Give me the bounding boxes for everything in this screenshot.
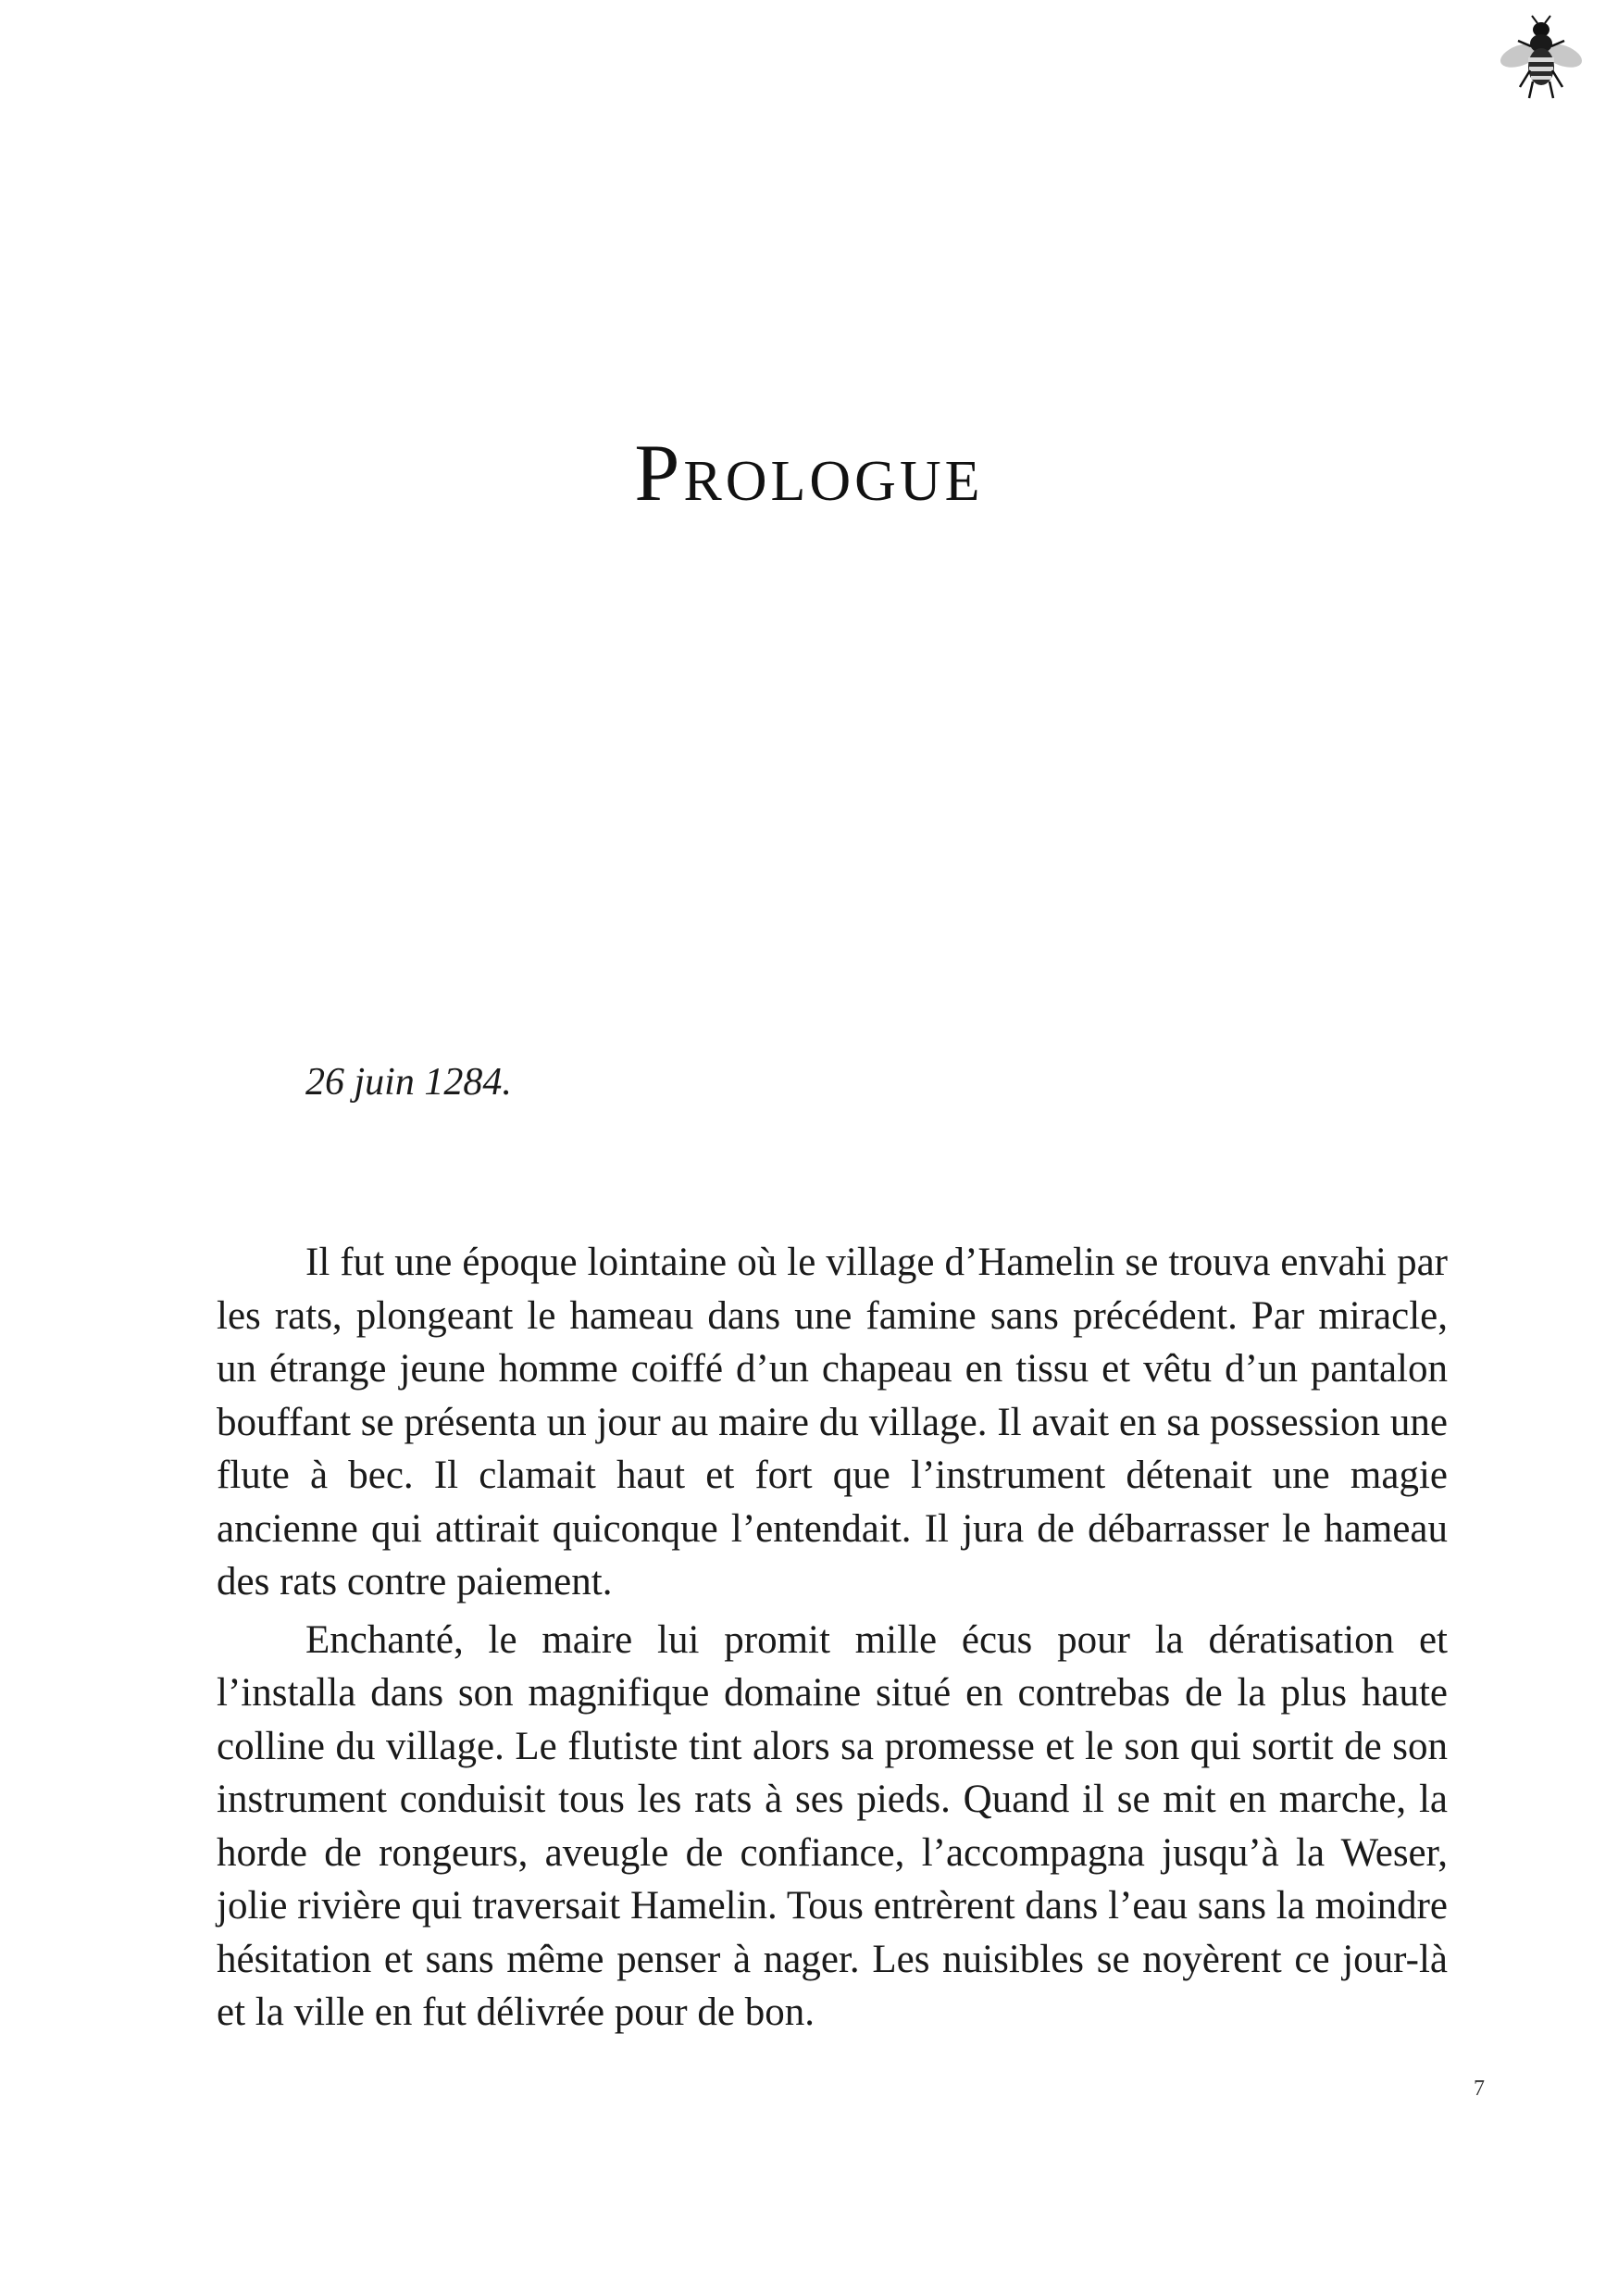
chapter-title: Prologue: [634, 429, 984, 518]
paragraph: Enchanté, le maire lui promit mille écus pour la dératisation et l’installa dans son magnifique domaine situé en contrebas de la plus haute colline du village. Le flutiste tint alors sa promesse et le son qui sortit de son instrument conduisit tous les rats à ses pieds. Quand il se mit en marche, la horde de rongeurs, aveugle de confiance, l’accompagna jusqu’à la Weser, jolie rivière qui traversait Hamelin. Tous entrèrent dans l’eau sans la moindre hésitation et sans même penser à nager. Les nuisibles se noyèrent ce jour-là et la ville en fut délivrée pour de bon.: [217, 1617, 1448, 2034]
bee-icon: [1492, 13, 1590, 111]
page-number: 7: [1474, 2077, 1485, 2101]
body-text: [217, 1236, 1448, 2044]
chapter-date: 26 juin 1284.: [305, 1061, 512, 1104]
paragraph: Il fut une époque lointaine où le village d’Hamelin se trouva envahi par les rats, plongeant le hameau dans une famine sans précédent. Par miracle, un étrange jeune homme coiffé d’un chapeau en tissu et vêtu d’un pantalon bouffant se présenta un jour au maire du village. Il avait en sa possession une flute à bec. Il clamait haut et fort que l’instrument détenait une magie ancienne qui attirait quiconque l’entendait. Il jura de débarrasser le hameau des rats contre paiement.: [217, 1241, 1448, 1603]
